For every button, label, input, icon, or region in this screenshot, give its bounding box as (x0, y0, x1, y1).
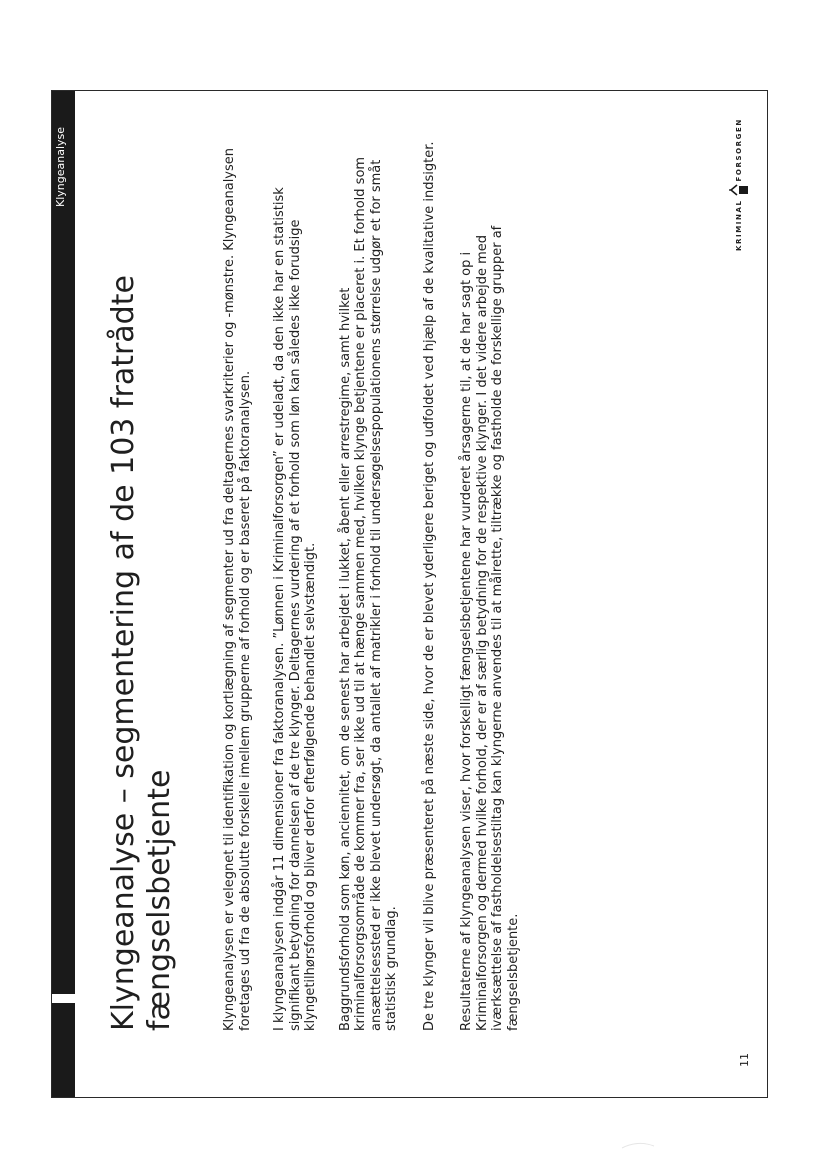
scan-artifact (620, 1138, 656, 1150)
slide-title: Klyngeanalyse – segmentering af de 103 fratrådte fængselsbetjente (106, 275, 177, 1031)
logo-left-text: KRIMINAL (735, 199, 743, 251)
slide (51, 90, 768, 1098)
page-number: 11 (738, 1053, 751, 1067)
paragraph-segmentation: Klyngeanalysen er velegnet til identifikation og kortlægning af segmenter ud fra deltagernes svarkriterier og -mønstre. Klyngeanalysen foretages ud fra de absolutte forskelle imellem grupperne af forhold og er baseret på faktoranalysen. (222, 147, 253, 1031)
logo-right-text: FORSORGEN (735, 118, 743, 182)
section-label: Klyngeanalyse (54, 126, 67, 207)
slide-body (222, 141, 540, 1031)
paragraph-clusters: De tre klynger vil blive præsenteret på næste side, hvor de er blevet yderligere beriget og udfoldet ved hjælp af de kvalitative indsigter. (421, 141, 437, 1031)
paragraph-background: Baggrundsforhold som køn, anciennitet, om de senest har arbejdet i lukket, åbent eller arrestregime, samt hvilket kriminalforsorgsområde de kommer fra, ser ikke ud til at hænge sammen med, hvilken klynge betjentene er placeret i. Et forhold som ansættelsessted er ikke blevet undersøgt, da antallet af matrikler i forhold til undersøgelsespopulationens størrelse udgør et for småt statistisk grundlag. (337, 156, 399, 1031)
slide-content (52, 91, 768, 1098)
logo-house-icon (729, 184, 749, 196)
paragraph-dimensions: I klyngeanalysen indgår 11 dimensioner fra faktoranalysen. ”Lønnen i Kriminalforsorgen” er udeladt, da den ikke har en statistisk signifikant betydning for dannelsen af de tre klynger. Deltagernes vurdering af et forhold som løn kan således ikke forudsige klyngetilhørsforhold og bliver derfor efterfølgende behandlet selvstændigt. (272, 187, 318, 1031)
paragraph-results: Resultaterne af klyngeanalysen viser, hvor forskelligt fængselsbetjentene har vurderet årsagerne til, at de har sagt op i Kriminalforsorgen og dermed hvilke forhold, der er af særlig betydning for de respektive klynger. I det videre arbejde med iværksættelse af fastholdelsestiltag kan klyngerne anvendes til at målrette, tiltrække og fastholde de forskellige grupper af fængselsbetjente. (459, 225, 521, 1031)
kriminalforsorgen-logo (729, 118, 749, 251)
